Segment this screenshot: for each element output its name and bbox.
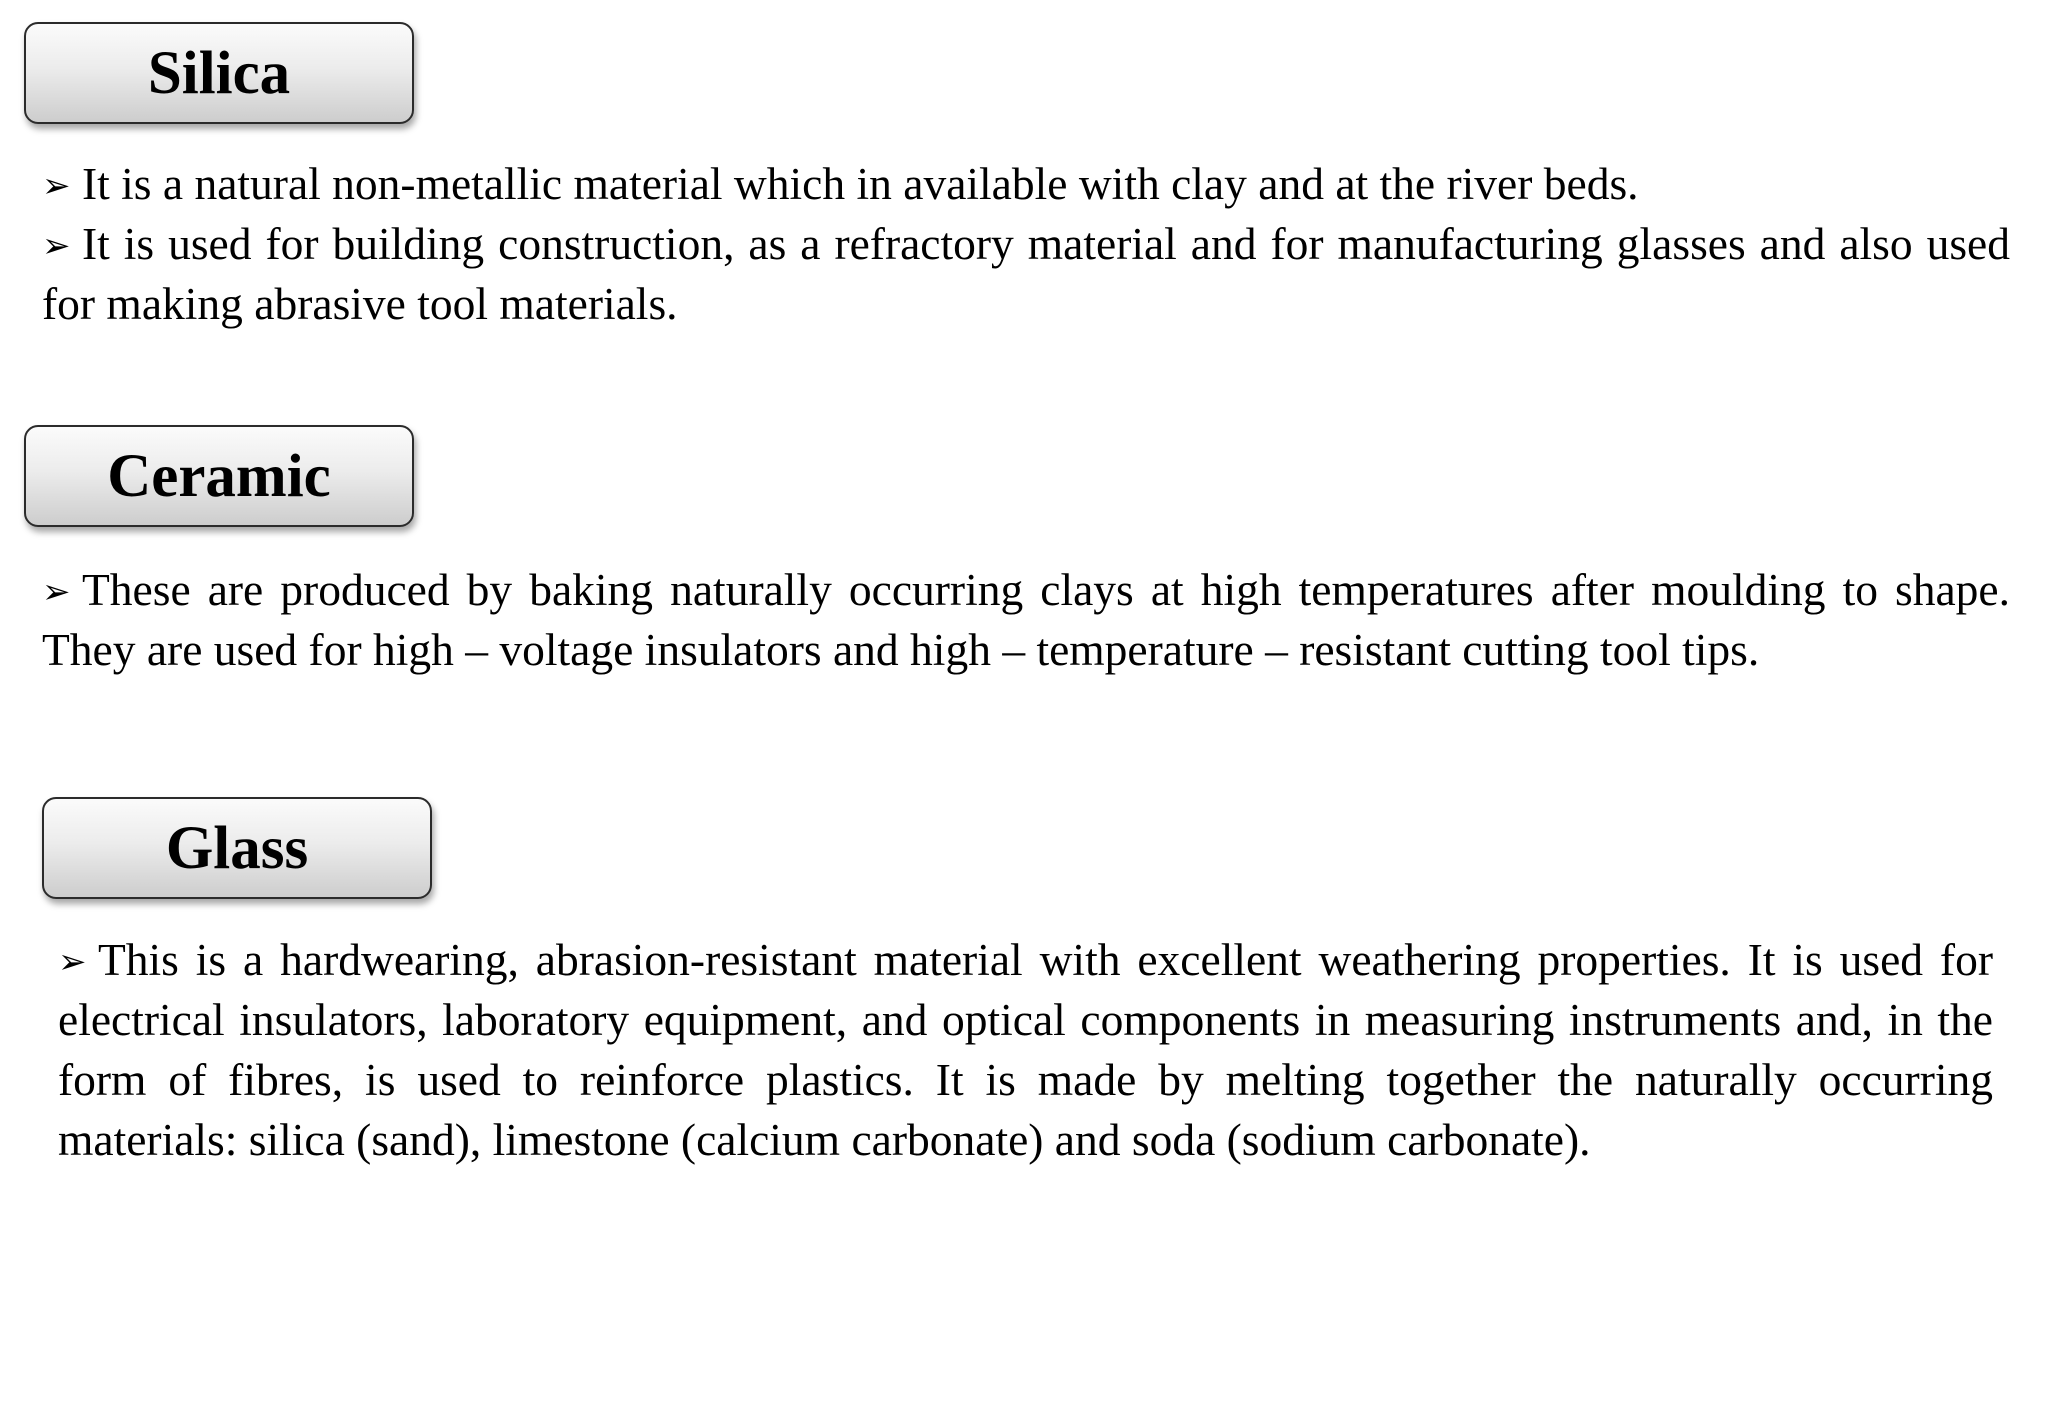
ceramic-paragraph-1-text: These are produced by baking naturally occurring clays at high temperatures after moulding to shape. They are used for high – voltage insulators and high – temperature – resistant cutting tool tips.: [42, 564, 2010, 675]
glass-paragraph-1: [58, 930, 1993, 1170]
arrow-bullet-icon: ➢: [42, 572, 71, 612]
ceramic-heading: Ceramic: [107, 442, 331, 510]
arrow-bullet-icon: ➢: [42, 226, 71, 266]
ceramic-heading-box: [24, 425, 414, 527]
glass-paragraph-1-text: This is a hardwearing, abrasion-resistant material with excellent weathering properties. It is used for electrical insulators, laboratory equipment, and optical components in measuring instruments and, in the form of fibres, is used to reinforce plastics. It is made by melting together the naturally occurring materials: silica (sand), limestone (calcium carbonate) and soda (sodium carbonate).: [58, 934, 1993, 1165]
silica-paragraph-1: [42, 154, 2010, 214]
silica-paragraph-2-text: It is used for building construction, as a refractory material and for manufacturing glasses and also used for making abrasive tool materials.: [42, 218, 2010, 329]
ceramic-paragraph-1: [42, 560, 2010, 680]
glass-text-block: [58, 930, 1993, 1170]
glass-heading: Glass: [165, 814, 309, 882]
silica-paragraph-2: [42, 214, 2010, 334]
ceramic-text-block: [42, 560, 2010, 680]
silica-heading-box: [24, 22, 414, 124]
glass-heading-box: [42, 797, 432, 899]
silica-paragraph-1-text: It is a natural non-metallic material which in available with clay and at the river beds.: [82, 158, 1639, 209]
arrow-bullet-icon: ➢: [58, 942, 87, 982]
arrow-bullet-icon: ➢: [42, 166, 71, 206]
silica-text-block: [42, 154, 2010, 334]
silica-heading: Silica: [147, 39, 291, 107]
